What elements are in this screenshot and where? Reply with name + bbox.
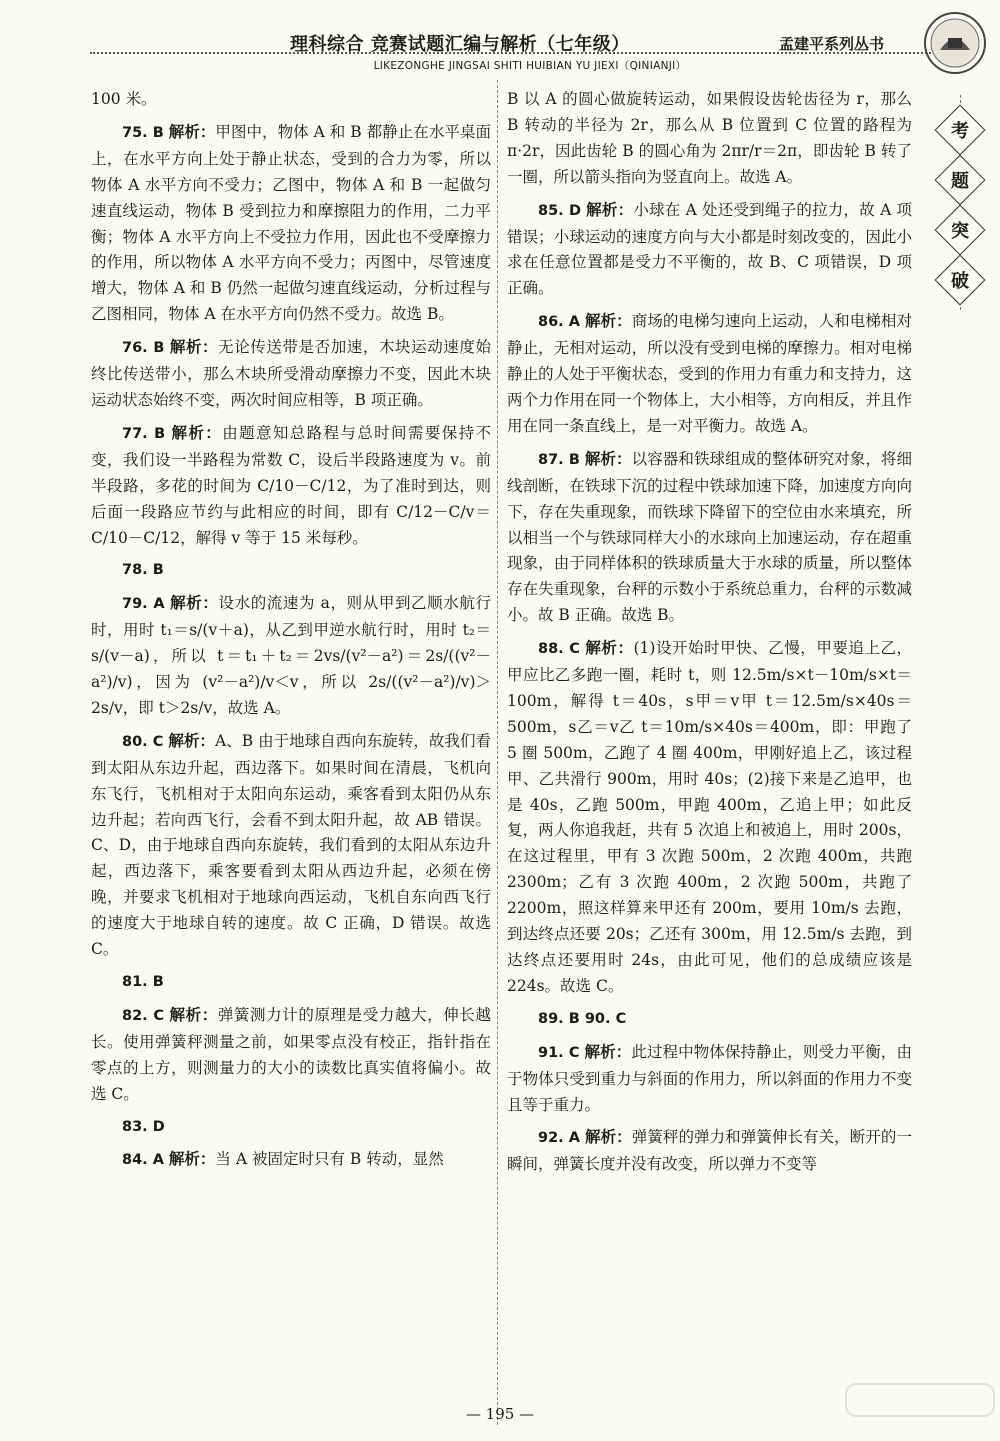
analysis-text: 弹簧测力计的原理是受力越大，伸长越长。使用弹簧秤测量之前，如果零点没有校正，指针指在零点的上方，则测量力的大小的读数比真实值将偏小。故选 C。 xyxy=(91,1005,491,1103)
answer-number: 85. D xyxy=(538,202,581,219)
side-tab-char: 题 xyxy=(935,155,986,206)
analysis-label: 解析： xyxy=(586,199,634,219)
answer-item xyxy=(91,590,491,722)
right-column xyxy=(507,87,912,1184)
answer-item xyxy=(91,119,491,328)
answer-item xyxy=(507,1039,912,1119)
side-tab xyxy=(936,112,984,312)
answer-number: 88. C xyxy=(538,641,580,658)
analysis-label: 解析： xyxy=(169,337,219,357)
left-column xyxy=(91,87,491,1180)
analysis-label: 解析： xyxy=(584,448,632,468)
analysis-text: 以容器和铁球组成的整体研究对象，将细线剖断，在铁球下沉的过程中铁球加速下降，加速度方向向下，存在失重现象，而铁球下降留下的空位由水来填充，所以相当一个与铁球同样大小的水球向上加速运动，存在超重现象，由于同样体积的铁球质量大于水球的质量，所以整体存在失重现象，台秤的示数小于系统总重力，台秤的示数减小。故 B 正确。故选 B。 xyxy=(507,449,912,625)
answer-number: 77. B xyxy=(122,425,166,442)
analysis-text: 商场的电梯匀速向上运动，人和电梯相对静止，无相对运动，所以没有受到电梯的摩擦力。相对电梯静止的人处于平衡状态，受到的作用力有重力和支持力，这两个力作用在同一个物体上，大小相等，方向相反，并且作用在同一条直线上，是一对平衡力。故选 A。 xyxy=(507,312,912,435)
column-divider xyxy=(497,80,498,1425)
answer-number: 84. A xyxy=(122,1152,164,1169)
analysis-text: 甲图中，物体 A 和 B 都静止在水平桌面上，在水平方向上处于静止状态，受到的合力为零，所以物体 A 水平方向不受力；乙图中，物体 A 和 B 一起做匀速直线运动，物体 B 受到拉力和摩擦阻力的作用，二力平衡；物体 A 水平方向上不受拉力作用，因此也不受摩擦力的作用，所以物体 A 水平方向不受力；丙图中，尽管速度增大，物体 A 和 B 仍然一起做匀速直线运动，分析过程与乙图相同，物体 A 在水平方向仍然不受力。故选 B。 xyxy=(91,122,491,324)
answer-number: 86. A xyxy=(538,314,581,331)
analysis-text: 当 A 被固定时只有 B 转动，显然 xyxy=(215,1150,444,1169)
answer-number: 81. B xyxy=(122,974,164,990)
answer-number: 83. D xyxy=(122,1118,165,1135)
side-tab-char: 破 xyxy=(935,255,986,306)
answer-item xyxy=(91,334,491,414)
answer-number: 92. A xyxy=(538,1130,581,1147)
side-tab-char: 考 xyxy=(935,105,986,156)
side-tab-char: 突 xyxy=(935,205,986,256)
series-logo-icon xyxy=(922,10,988,76)
answer-item xyxy=(507,308,912,440)
answer-item xyxy=(91,557,491,584)
site-watermark xyxy=(840,1380,1000,1440)
answer-item xyxy=(507,87,912,191)
answer-number: 87. B xyxy=(538,451,580,468)
answer-number: 75. B xyxy=(122,124,164,141)
analysis-label: 解析： xyxy=(168,121,216,141)
answer-number: 80. C xyxy=(122,733,164,750)
analysis-label: 解析： xyxy=(584,1041,632,1061)
answer-number: 89. B 90. C xyxy=(538,1010,627,1027)
watermark-seal-icon xyxy=(840,1380,1000,1420)
analysis-text: B 以 A 的圆心做旋转运动，如果假设齿轮齿径为 r，那么 B 转动的半径为 2r，那么从 B 位置到 C 位置的路程为 π·2r，因此齿轮 B 的圆心角为 2πr/r＝2π，即齿轮 B 转了一圈，所以箭头指向为竖直向上。故选 A。 xyxy=(507,90,912,186)
analysis-text: 设水的流速为 a，则从甲到乙顺水航行时，用时 t₁＝s/(v＋a)，从乙到甲逆水航行时，用时 t₂＝s/(v－a)，所以 t＝t₁＋t₂＝2vs/(v²－a²)＝2s/((v²－a²)/v)，因为 (v²－a²)/v＜v，所以 2s/((v²－a²)/v)＞2s/v，即 t＞2s/v，故选 A。 xyxy=(91,594,491,717)
answer-number: 79. A xyxy=(122,596,165,613)
answer-item xyxy=(91,969,491,996)
analysis-label: 解析： xyxy=(168,1149,216,1169)
analysis-text: 由题意知总路程与总时间需要保持不变，我们设一半路程为常数 C，设后半段路速度为 v。前半段路，多花的时间为 C/10－C/12，为了准时到达，则后面一段路应节约与此相应的时间，即有 C/12－C/v＝C/10－C/12，解得 v 等于 15 米每秒。 xyxy=(91,423,491,547)
answer-item xyxy=(507,1124,912,1178)
answer-item xyxy=(91,1002,491,1108)
answer-item xyxy=(91,87,491,113)
answer-item xyxy=(91,728,491,963)
analysis-text: 弹簧秤的弹力和弹簧伸长有关，断开的一瞬间，弹簧长度并没有改变，所以弹力不变等 xyxy=(507,1128,912,1174)
answer-item xyxy=(507,446,912,629)
page-header xyxy=(0,0,1000,80)
answer-item xyxy=(91,420,491,552)
book-title-pinyin: LIKEZONGHE JINGSAI SHITI HUIBIAN YU JIEXI（QINIANJI） xyxy=(373,60,687,72)
analysis-label: 解析： xyxy=(170,593,219,613)
answer-item xyxy=(507,197,912,303)
answer-item xyxy=(91,1146,491,1174)
analysis-label: 解析： xyxy=(169,1004,218,1024)
answer-number: 82. C xyxy=(122,1007,164,1024)
answer-number: 78. B xyxy=(122,562,164,579)
analysis-text: 无论传送带是否加速，木块运动速度始终比传送带小，那么木块所受滑动摩擦力不变，因此木块运动状态始终不变，两次时间应相等，B 项正确。 xyxy=(91,338,491,409)
page-number: — 195 — xyxy=(465,1405,535,1423)
analysis-label: 解析： xyxy=(585,638,634,658)
analysis-label: 解析： xyxy=(171,422,223,442)
answer-number: 76. B xyxy=(122,340,165,357)
analysis-text: A、B 由于地球自西向东旋转，故我们看到太阳从东边升起，西边落下。如果时间在清晨，飞机向东飞行，飞机相对于太阳向东运动，乘客看到太阳仍从东边升起；若向西飞行，会看不到太阳升起，故 AB 错误。C、D，由于地球自西向东旋转，我们看到的太阳从东边升起，西边落下，乘客要看到太阳从西边升起，必须在傍晚，并要求飞机相对于地球向西运动，飞机自东向西飞行的速度大于地球自转的速度。故 C 正确，D 错误。故选 C。 xyxy=(91,731,491,959)
analysis-text: (1)设开始时甲快、乙慢，甲要追上乙，甲应比乙多跑一圈，耗时 t，则 12.5m/s×t－10m/s×t＝100m，解得 t＝40s，s甲＝v甲 t＝12.5m/s×40s＝500m，s乙＝v乙 t＝10m/s×40s＝400m，即：甲跑了 5 圈 500m，乙跑了 4 圈 400m，甲刚好追上乙，该过程甲、乙共滑行 900m，用时 40s；(2)接下来是乙追甲，也是 40s，乙跑 500m，甲跑 400m，乙追上甲；如此反复，两人你追我赶，共有 5 次追上和被追上，用时 200s，在这过程里，甲有 3 次跑 500m，2 次跑 400m，共跑 2300m；乙有 3 次跑 400m，2 次跑 500m，共跑了 2200m，照这样算来甲还有 200m，要用 10m/s 去跑，到达终点还要 20s；乙还有 300m，用 12.5m/s 去跑，到达终点还要用时 24s，由此可见，他们的总成绩应该是 224s。故选 C。 xyxy=(507,639,912,995)
answer-item xyxy=(507,635,912,1000)
series-name: 孟建平系列丛书 xyxy=(779,35,885,53)
analysis-label: 解析： xyxy=(585,311,632,331)
answer-number: 91. C xyxy=(538,1044,580,1061)
answer-item xyxy=(507,1006,912,1033)
analysis-text: 此过程中物体保持静止，则受力平衡，由于物体只受到重力与斜面的作用力，所以斜面的作用力不变且等于重力。 xyxy=(507,1042,912,1114)
book-title: 理科综合 竞赛试题汇编与解析（七年级） xyxy=(290,34,630,55)
analysis-label: 解析： xyxy=(585,1127,632,1147)
answer-item xyxy=(91,1114,491,1141)
analysis-label: 解析： xyxy=(168,730,215,750)
analysis-text: 100 米。 xyxy=(91,90,157,108)
analysis-text: 小球在 A 处还受到绳子的拉力，故 A 项错误；小球运动的速度方向与大小都是时刻改变的，因此小求在任意位置都是受力不平衡的，故 B、C 项错误，D 项正确。 xyxy=(507,200,912,298)
